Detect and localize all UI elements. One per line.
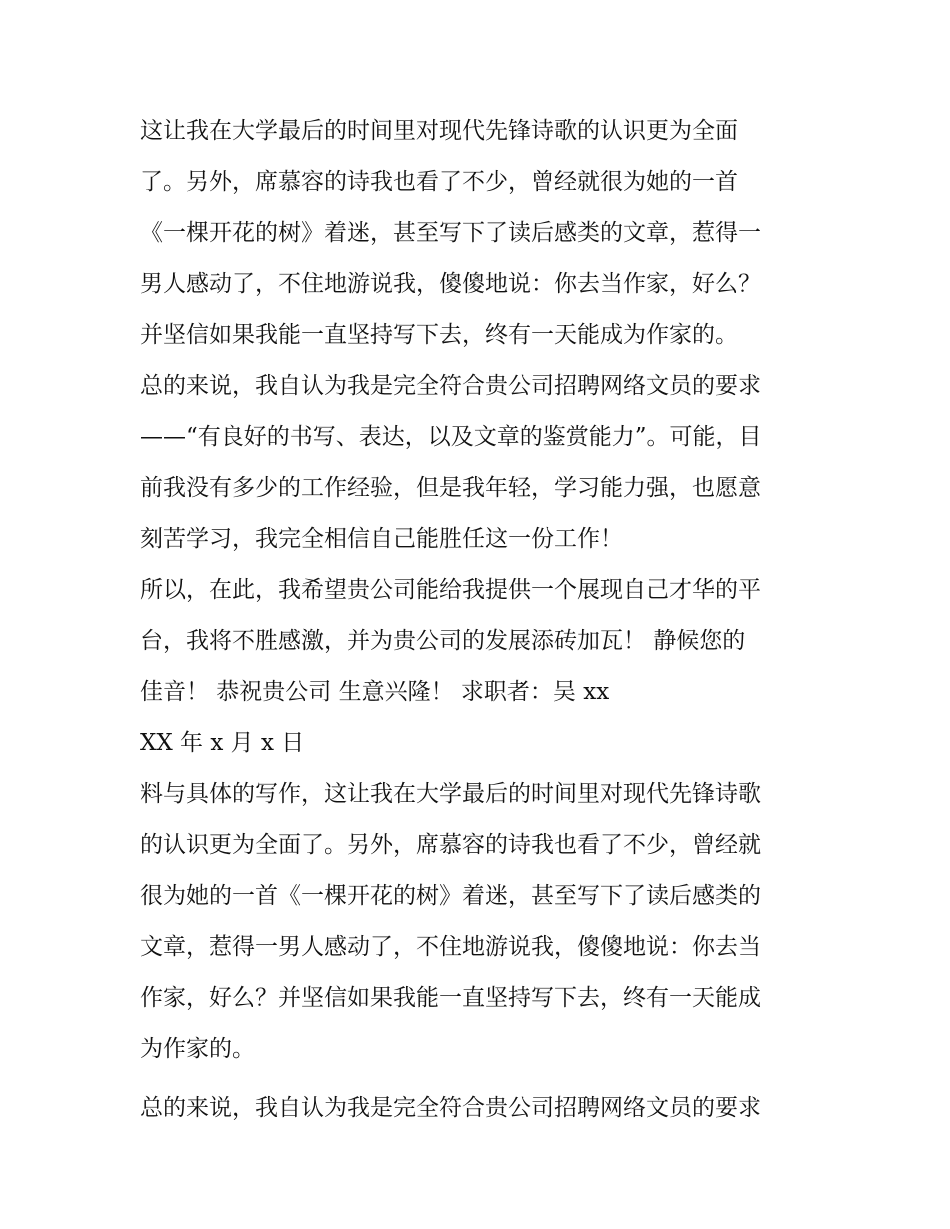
text-line: 料与具体的写作，这让我在大学最后的时间里对现代先锋诗歌 — [140, 781, 761, 807]
text-line: 所以，在此，我希望贵公司能给我提供一个展现自己才华的平 — [140, 577, 761, 603]
text-line: 了。另外，席慕容的诗我也看了不少，曾经就很为她的一首 — [140, 169, 738, 195]
text-line: 的认识更为全面了。另外，席慕容的诗我也看了不少，曾经就 — [140, 832, 761, 858]
text-line: 总的来说，我自认为我是完全符合贵公司招聘网络文员的要求 — [140, 373, 761, 399]
paragraph-gap — [140, 1075, 830, 1083]
text-line: 男人感动了，不住地游说我，傻傻地说：你去当作家，好么？ — [140, 271, 761, 297]
text-line: 刻苦学习，我完全相信自己能胜任这一份工作！ — [140, 526, 623, 552]
signature-line: 佳音！ 恭祝贵公司 生意兴隆！ 求职者：吴 xx — [140, 679, 610, 705]
text-line: 这让我在大学最后的时间里对现代先锋诗歌的认识更为全面 — [140, 118, 738, 144]
text-line: 台，我将不胜感激，并为贵公司的发展添砖加瓦！ 静候您的 — [140, 628, 746, 654]
text-line: 前我没有多少的工作经验，但是我年轻，学习能力强，也愿意 — [140, 475, 761, 501]
text-line: ——“有良好的书写、表达，以及文章的鉴赏能力”。可能，目 — [140, 424, 762, 450]
text-line: 文章，惹得一男人感动了，不住地游说我，傻傻地说：你去当 — [140, 934, 761, 960]
text-line: 为作家的。 — [140, 1036, 255, 1062]
text-line: 并坚信如果我能一直坚持写下去，终有一天能成为作家的。 — [140, 322, 738, 348]
date-line: XX 年 x 月 x 日 — [140, 730, 305, 756]
text-line: 总的来说，我自认为我是完全符合贵公司招聘网络文员的要求 — [140, 1095, 761, 1121]
document-body — [140, 106, 830, 1134]
text-line: 《一棵开花的树》着迷，甚至写下了读后感类的文章，惹得一 — [140, 220, 761, 246]
text-line: 作家，好么？并坚信如果我能一直坚持写下去，终有一天能成 — [140, 985, 761, 1011]
text-line: 很为她的一首《一棵开花的树》着迷，甚至写下了读后感类的 — [140, 883, 761, 909]
